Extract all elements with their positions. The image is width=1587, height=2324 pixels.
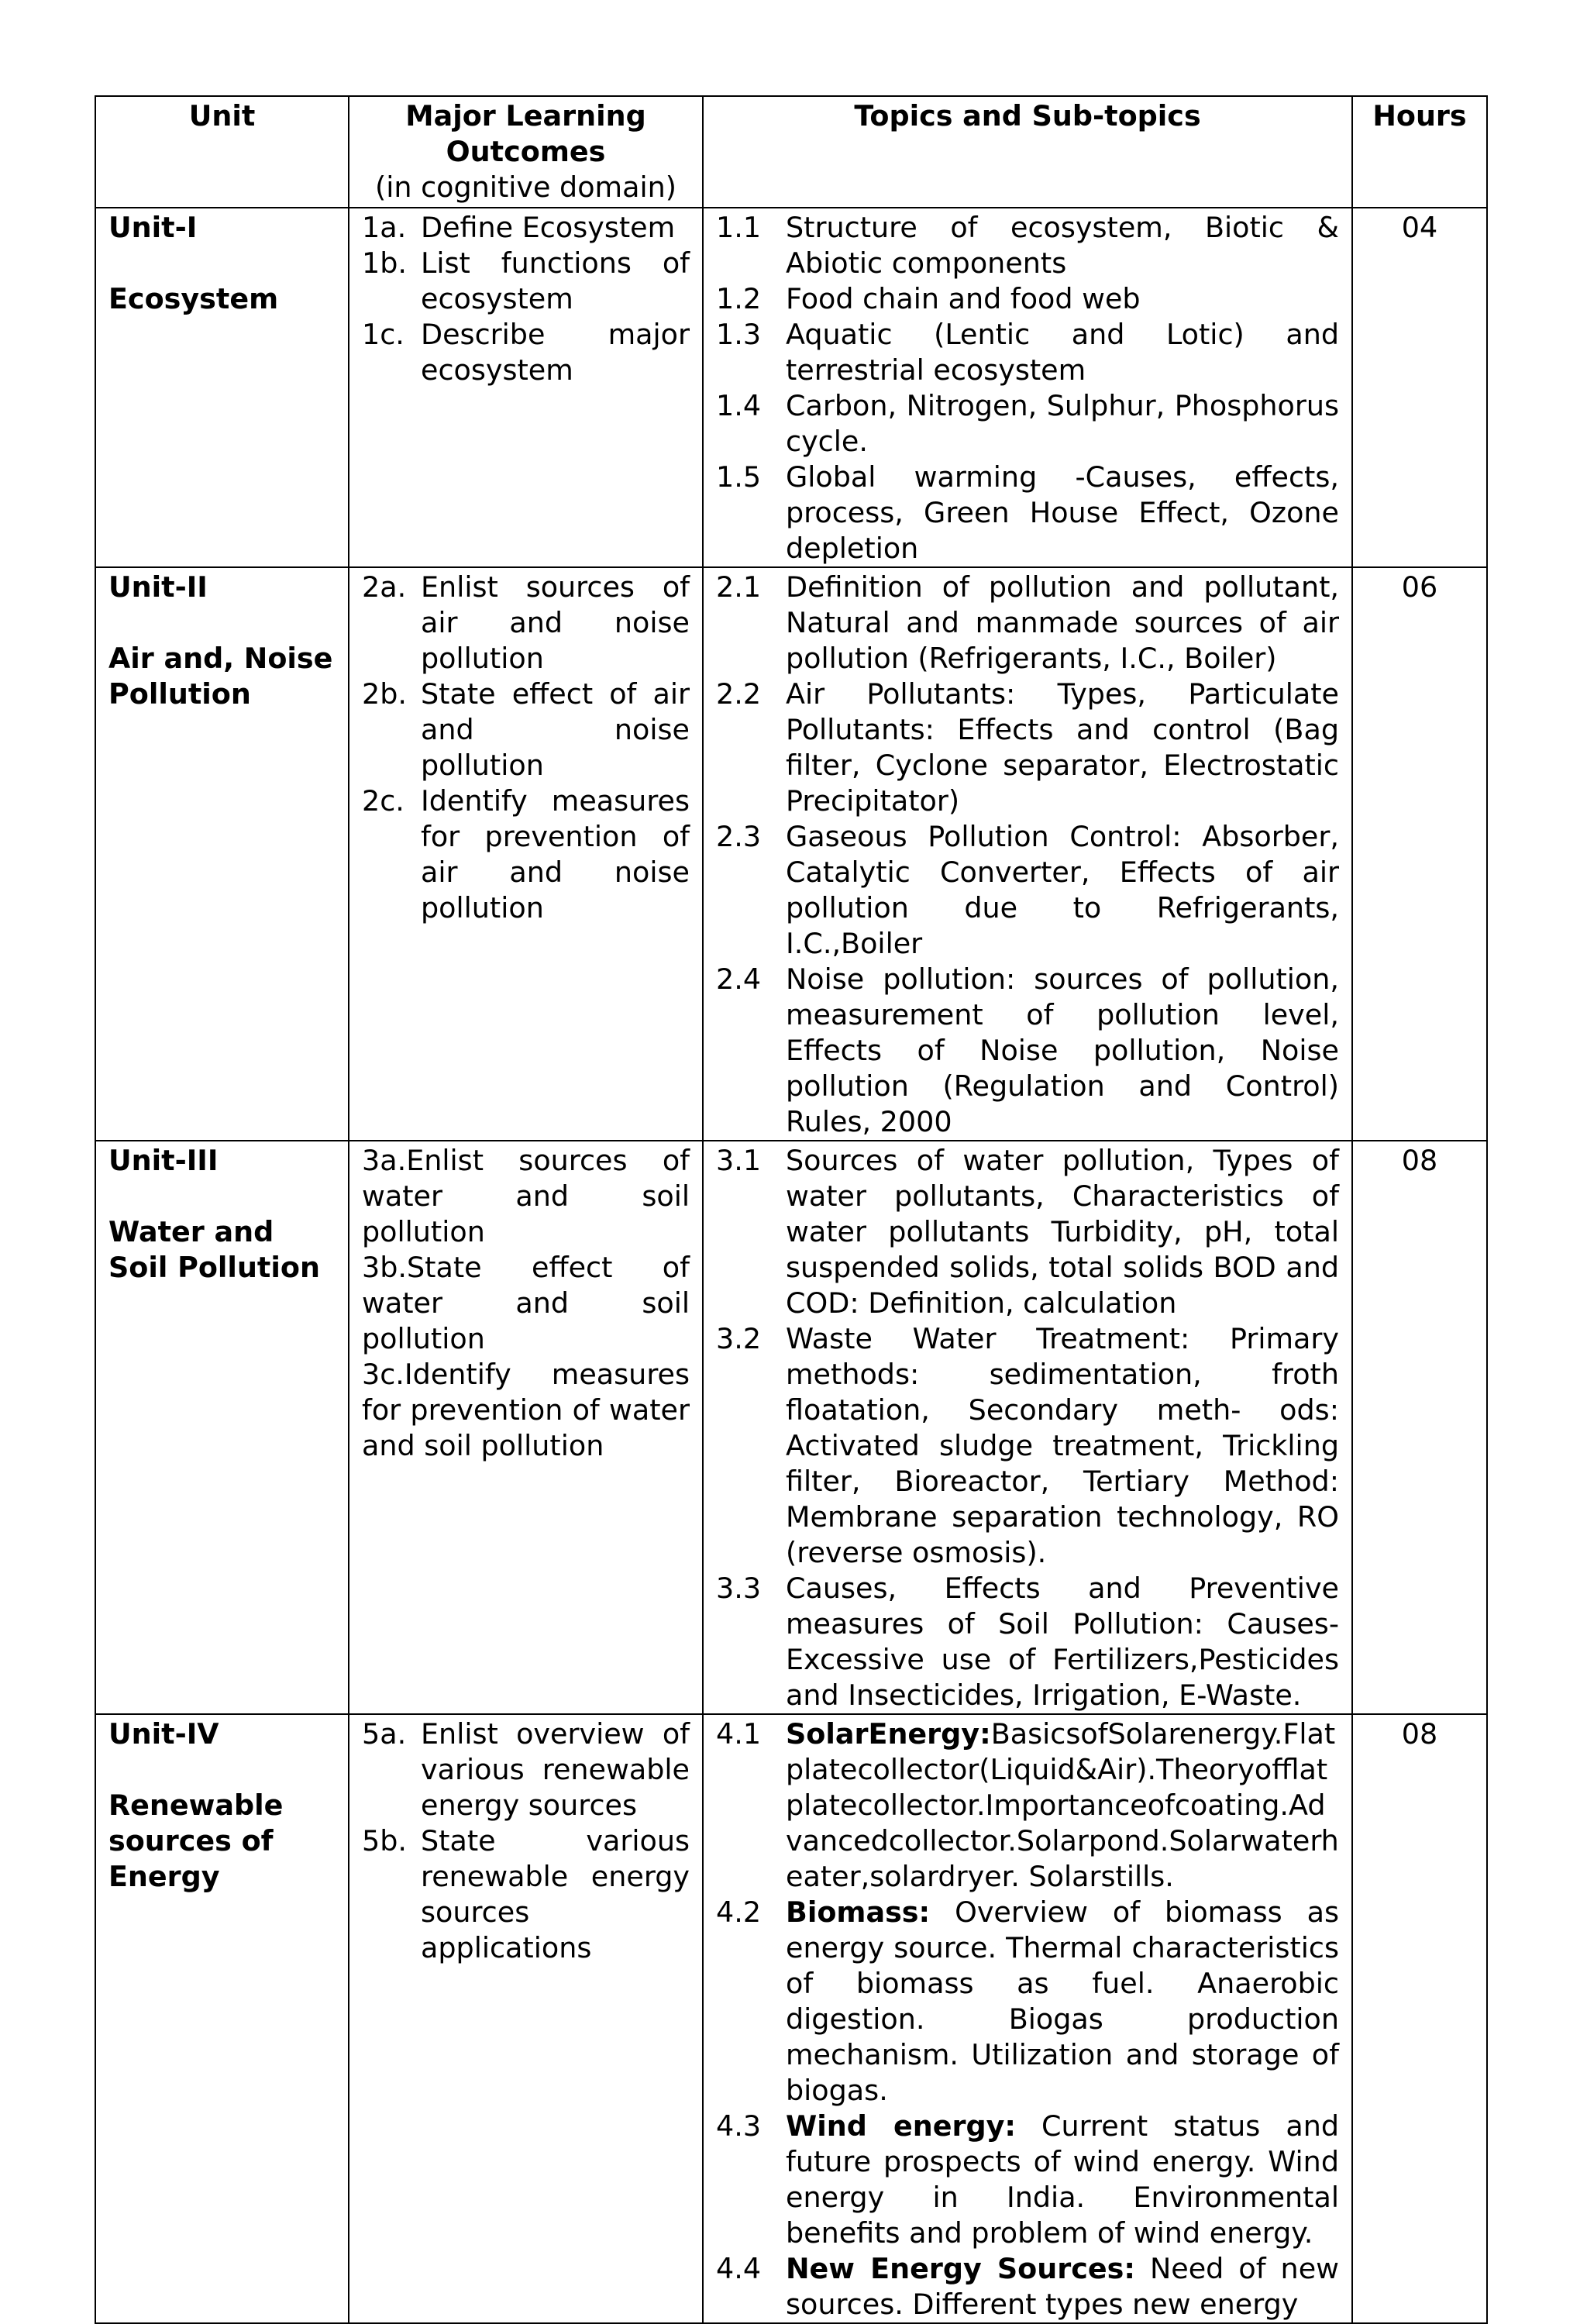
- hours-cell: 08: [1352, 1714, 1487, 2323]
- outcome-code: 3a.: [362, 1144, 407, 1177]
- outcome-code: 1c.: [362, 318, 404, 351]
- topic-text: Food chain and food web: [786, 282, 1141, 315]
- outcome-text: Enlist sources of air and noise pollution: [421, 570, 690, 675]
- outcomes-cell: [349, 567, 703, 1141]
- outcome-code: 1b.: [362, 246, 407, 280]
- outcome-item: [362, 1143, 690, 1250]
- topic-number: 1.3: [716, 318, 762, 351]
- topic-number: 2.4: [716, 962, 762, 996]
- header-topics: Topics and Sub-topics: [703, 96, 1352, 208]
- outcomes-cell: [349, 1714, 703, 2323]
- unit-row: [95, 567, 1487, 1141]
- outcome-text: Identify measures for prevention of air and noise pollution: [421, 784, 690, 924]
- syllabus-table: [95, 95, 1488, 2324]
- topic-item: [716, 570, 1339, 677]
- topic-text: Carbon, Nitrogen, Sulphur, Phosphorus cycle.: [786, 389, 1339, 458]
- outcomes-cell: [349, 1141, 703, 1714]
- outcome-code: 2c.: [362, 784, 404, 818]
- topic-item: [716, 677, 1339, 819]
- topic-body: [786, 2251, 1348, 2322]
- unit-title: Renewable sources of Energy: [108, 1789, 284, 1893]
- unit-cell: [95, 1141, 349, 1714]
- topic-number: 1.1: [716, 211, 762, 244]
- outcome-text: Identify measures for prevention of water and soil pollution: [362, 1358, 690, 1462]
- topic-number: 2.3: [716, 820, 762, 853]
- outcomes-cell: [349, 208, 703, 567]
- topic-text: Aquatic (Lentic and Lotic) and terrestrial ecosystem: [786, 318, 1339, 387]
- topics-cell: [703, 1714, 1352, 2323]
- topic-number: 4.2: [716, 1895, 762, 1929]
- topic-body: [786, 677, 1339, 819]
- unit-title: Ecosystem: [108, 282, 279, 315]
- header-hours: Hours: [1352, 96, 1487, 208]
- topic-body: [786, 1143, 1339, 1321]
- outcome-text: State effect of air and noise pollution: [421, 677, 690, 782]
- topic-text: Global warming -Causes, effects, process, Green House Effect, Ozone depletion: [786, 460, 1339, 565]
- topic-text: Causes, Effects and Preventive measures of Soil Pollution: Causes-Excessive use of Fertilizers,Pesticides and Insecticides, Irrigation, E-Waste.: [786, 1572, 1339, 1712]
- topic-body: [786, 317, 1339, 388]
- topic-body: [786, 2109, 1348, 2251]
- header-unit: Unit: [95, 96, 349, 208]
- topic-body: [786, 1716, 1339, 1895]
- topic-body: [786, 281, 1339, 317]
- topic-heading: New Energy Sources:: [786, 2252, 1135, 2285]
- unit-row: [95, 1141, 1487, 1714]
- topic-item: [716, 962, 1339, 1140]
- topic-text: Structure of ecosystem, Biotic & Abiotic components: [786, 211, 1339, 280]
- topic-number: 1.4: [716, 389, 762, 422]
- topic-body: [786, 210, 1339, 281]
- topic-number: 2.2: [716, 677, 762, 711]
- header-row: [95, 96, 1487, 208]
- outcome-text: State various renewable energy sources applications: [421, 1824, 690, 1964]
- topic-item: [716, 1321, 1339, 1571]
- header-outcomes-subtitle: (in cognitive domain): [374, 170, 676, 204]
- outcome-text: Define Ecosystem: [421, 211, 676, 244]
- unit-cell: [95, 208, 349, 567]
- topic-number: 3.3: [716, 1572, 762, 1605]
- outcome-text: Describe major ecosystem: [421, 318, 690, 387]
- topic-text: Waste Water Treatment: Primary methods: sedimentation, froth floatation, Secondary meth- ods: Activated sludge treatment, Trickling filter, Bioreactor, Tertiary Method: Membrane separation technology, RO (reverse osmosis).: [786, 1322, 1339, 1569]
- topic-number: 2.1: [716, 570, 762, 604]
- header-outcomes-title: Major Learning Outcomes: [405, 99, 646, 168]
- outcome-text: Enlist sources of water and soil pollution: [362, 1144, 690, 1248]
- topic-text: Definition of pollution and pollutant, Natural and manmade sources of air pollution (Refrigerants, I.C., Boiler): [786, 570, 1339, 675]
- outcome-item: [362, 1357, 690, 1464]
- outcome-item: [362, 317, 690, 388]
- topic-number: 4.4: [716, 2252, 762, 2285]
- topic-heading: SolarEnergy:: [786, 1717, 991, 1751]
- topic-number: 3.2: [716, 1322, 762, 1355]
- outcome-text: List functions of ecosystem: [421, 246, 690, 315]
- unit-number: Unit-I: [108, 211, 198, 244]
- topic-item: [716, 281, 1339, 317]
- unit-title: Air and, Noise Pollution: [108, 642, 333, 711]
- unit-number: Unit-II: [108, 570, 208, 604]
- topic-number: 4.1: [716, 1717, 762, 1751]
- outcome-code: 5a.: [362, 1717, 407, 1751]
- topic-text: Overview of biomass as energy source. Thermal characteristics of biomass as fuel. Anaerobic digestion. Biogas production mechanism. Utilization and storage of biogas.: [786, 1895, 1348, 2107]
- outcome-item: [362, 1250, 690, 1357]
- topics-cell: [703, 208, 1352, 567]
- topic-item: [716, 317, 1339, 388]
- outcome-item: [362, 246, 690, 317]
- topic-text: Sources of water pollution, Types of water pollutants, Characteristics of water pollutants Turbidity, pH, total suspended solids, total solids BOD and COD: Definition, calculation: [786, 1144, 1339, 1320]
- topic-item: [716, 1716, 1339, 1895]
- topic-body: [786, 962, 1339, 1140]
- topic-item: [716, 2109, 1348, 2251]
- topic-number: 3.1: [716, 1144, 762, 1177]
- topic-item: [716, 2251, 1348, 2322]
- outcome-item: [362, 677, 690, 783]
- hours-cell: 08: [1352, 1141, 1487, 1714]
- outcome-code: 1a.: [362, 211, 407, 244]
- header-outcomes: [349, 96, 703, 208]
- topic-number: 1.2: [716, 282, 762, 315]
- unit-cell: [95, 567, 349, 1141]
- unit-row: [95, 1714, 1487, 2323]
- topic-item: [716, 210, 1339, 281]
- topic-number: 4.3: [716, 2109, 762, 2143]
- topic-text: Current status and future prospects of wind energy. Wind energy in India. Environmental benefits and problem of wind energy.: [786, 2109, 1348, 2250]
- outcome-item: [362, 783, 690, 926]
- topic-body: [786, 819, 1339, 962]
- topic-heading: Biomass:: [786, 1895, 931, 1929]
- outcome-text: Enlist overview of various renewable energy sources: [421, 1717, 690, 1822]
- outcome-code: 2a.: [362, 570, 407, 604]
- table-body: [95, 208, 1487, 2323]
- unit-cell: [95, 1714, 349, 2323]
- unit-number: Unit-IV: [108, 1717, 219, 1751]
- unit-title: Water and Soil Pollution: [108, 1215, 320, 1284]
- outcome-code: 2b.: [362, 677, 407, 711]
- topic-text: Air Pollutants: Types, Particulate Pollutants: Effects and control (Bag filter, Cyclone separator, Electrostatic Precipitator): [786, 677, 1339, 818]
- topic-number: 1.5: [716, 460, 762, 494]
- outcome-code: 3c.: [362, 1358, 404, 1391]
- topic-text: Gaseous Pollution Control: Absorber, Catalytic Converter, Effects of air pollution due to Refrigerants, I.C.,Boiler: [786, 820, 1339, 960]
- topic-body: [786, 388, 1339, 460]
- topic-heading: Wind energy:: [786, 2109, 1017, 2143]
- outcome-code: 5b.: [362, 1824, 407, 1857]
- topic-text: BasicsofSolarenergy.Flatplatecollector(Liquid&Air).Theoryofflatplatecollector.Importanceofcoating.Advancedcollector.Solarpond.Solarwaterheater,solardryer. Solarstills.: [786, 1717, 1339, 1893]
- topic-item: [716, 1571, 1339, 1713]
- unit-row: [95, 208, 1487, 567]
- topic-body: [786, 1895, 1348, 2109]
- topic-item: [716, 460, 1339, 566]
- unit-number: Unit-III: [108, 1144, 219, 1177]
- outcome-code: 3b.: [362, 1251, 407, 1284]
- topic-body: [786, 460, 1339, 566]
- outcome-item: [362, 1823, 690, 1966]
- outcome-text: State effect of water and soil pollution: [362, 1251, 690, 1355]
- topic-item: [716, 388, 1339, 460]
- topics-cell: [703, 567, 1352, 1141]
- topic-item: [716, 1895, 1348, 2109]
- hours-cell: 06: [1352, 567, 1487, 1141]
- topic-body: [786, 570, 1339, 677]
- topic-body: [786, 1321, 1339, 1571]
- hours-cell: 04: [1352, 208, 1487, 567]
- topic-item: [716, 819, 1339, 962]
- outcome-item: [362, 1716, 690, 1823]
- outcome-item: [362, 570, 690, 677]
- topic-text: Noise pollution: sources of pollution, measurement of pollution level, Effects of Noise pollution, Noise pollution (Regulation and Control) Rules, 2000: [786, 962, 1339, 1138]
- outcome-item: [362, 210, 690, 246]
- topic-text: Need of new sources. Different types new energy: [786, 2252, 1348, 2321]
- topics-cell: [703, 1141, 1352, 1714]
- topic-item: [716, 1143, 1339, 1321]
- topic-body: [786, 1571, 1339, 1713]
